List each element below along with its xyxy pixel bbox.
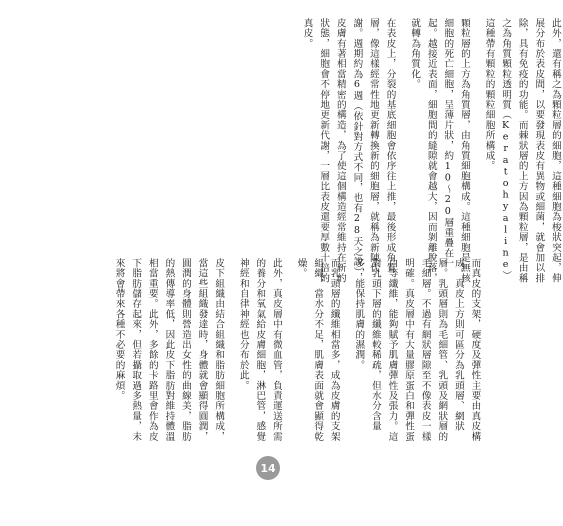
page-number-badge <box>256 456 280 480</box>
vertical-text-right <box>298 18 563 286</box>
paragraph: 皮下組織由結合組織和脂肪細胞所構成，當這些組織發達時，身體就會顯得圓潤，圓潤的身體則營造出女性的曲線美，脂肪的熱傳導率低，因此皮下脂肪對維持體溫相當重要。此外，多餘的卡路里會作為皮下脂肪儲存起來，但若攝取過多熱量，未來將會帶來各種不必要的麻煩。 <box>113 258 225 442</box>
page-number: 14 <box>260 461 276 475</box>
paragraph: 而乳頭層的纖維相當多，成為皮膚的支架組織，當水分不足，肌膚表面就會顯得乾燥。 <box>295 258 340 442</box>
paragraph: 顆粒層的上方為角質層，由角質細胞構成。這種細胞是無核細胞的死亡細胞，呈薄片狀，約10～20層重疊在一起。越接近表面，細胞間的縫隙就會越大，因而剝離脫落，就轉為角質化。 <box>409 18 470 284</box>
text-column-left <box>110 258 481 526</box>
paragraph: 而真皮的支架，硬度及彈性主要由真皮構成。真皮上方則可區分為乳頭層、網狀層。乳頭層則為毛細管、乳頭及網狀層的毛細層。不過有網狀層隙至不像表皮一樣明確。真皮層中有大量膠原蛋白和彈性蛋白等纖維，能夠賦予肌膚彈性及張力。這對乳頭下層的纖維較稀疏，但水分含量多，能保持肌膚的濕潤。 <box>353 258 481 442</box>
paragraph: 此外，真皮層中有微血管，負責運送所需的養分和氧氣給皮膚細胞，淋巴管，感覺神經和自律神經也分布於此。 <box>237 258 282 442</box>
paragraph: 在表皮上，分裂的基底細胞會依序往上推，最後形成角質層，像這樣經常性地更新轉換新的細胞層，就稱為新陳代謝。週期約為6週（依針對方式不同，也有28天之說），皮膚有著相當精密的構造，為了使這個構造經常維持在新的狀態，細胞會不停地更新代謝，一層比表皮還要厚數十倍的真皮。 <box>301 18 396 284</box>
paragraph: 此外，還有稱之為顆粒層的細胞，這種細胞為梭狀突起，伸展分布於表皮間，以要發現表皮有異物或細菌，就會加以排除，具有免疫的功能。而棘狀層的上方因為顆粒層，是由稱之為角質顆粒透明質（Keratohyaline）這種帶有顆粒的顆粒細胞所構成。 <box>483 18 561 284</box>
vertical-text-left <box>110 258 482 444</box>
text-column-right <box>298 18 561 286</box>
